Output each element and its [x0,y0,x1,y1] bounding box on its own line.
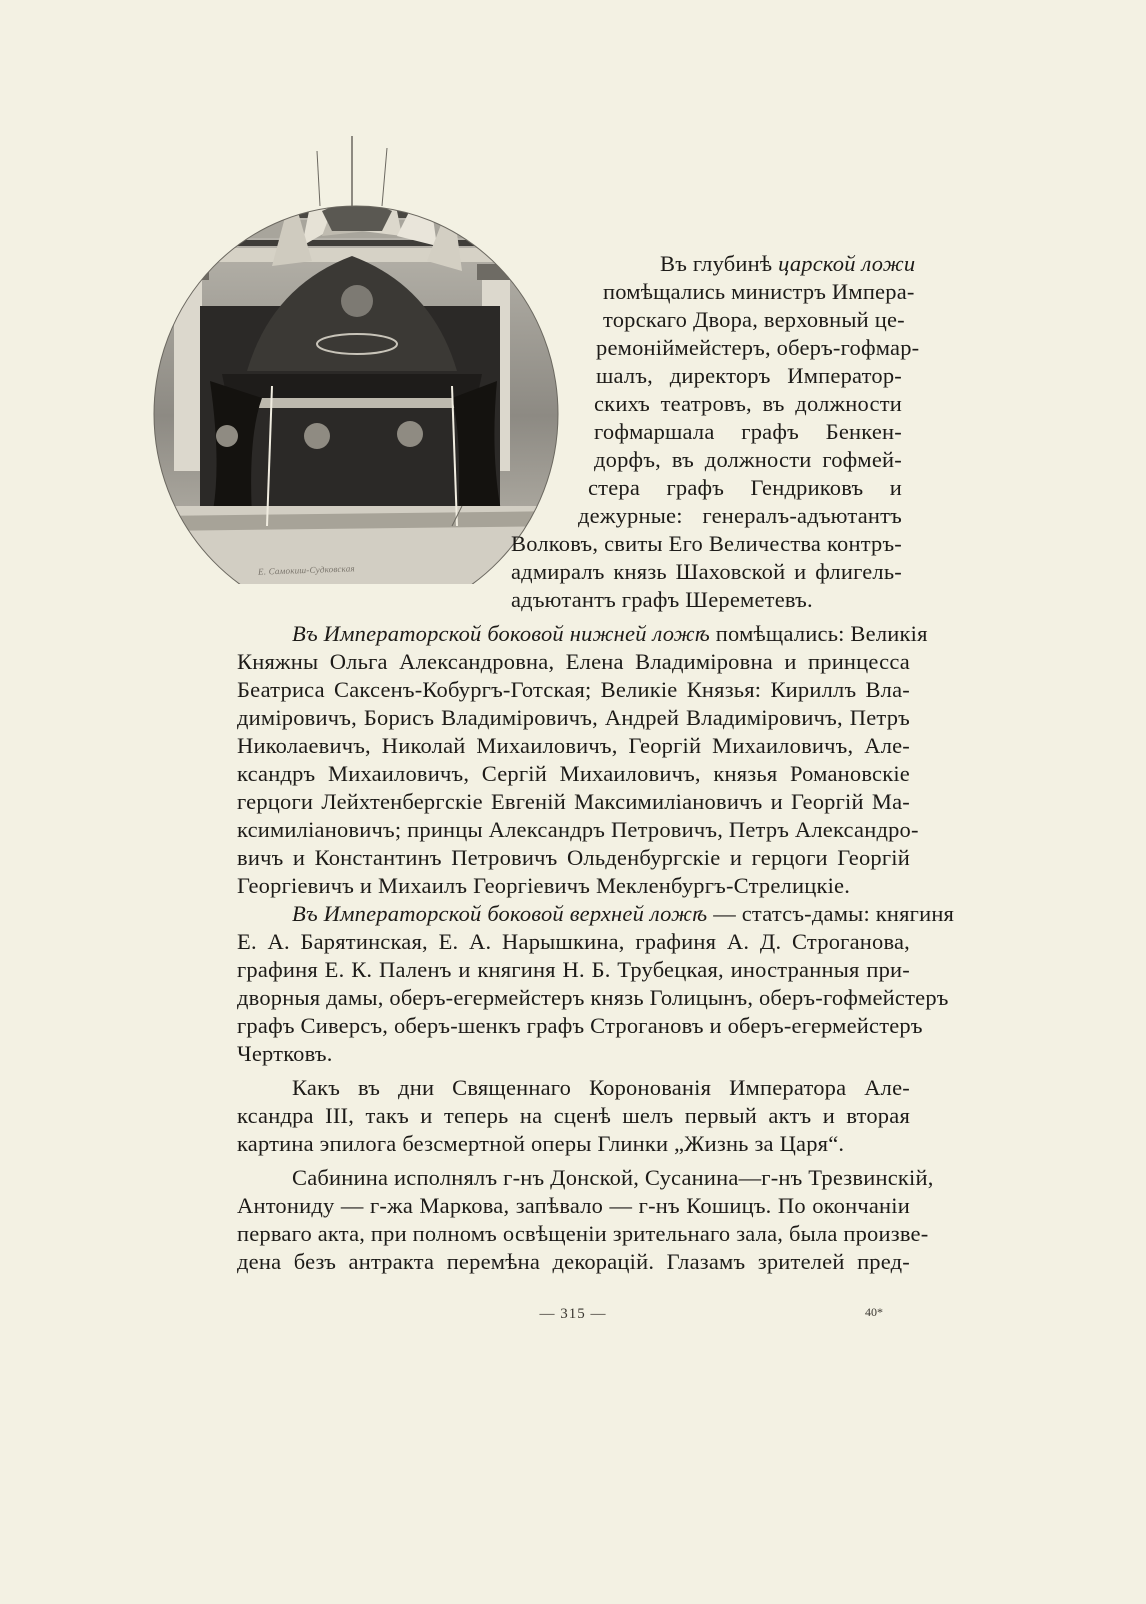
illustration-imperial-box [152,136,570,584]
text-line: гофмаршала графъ Бенкен- [594,419,902,444]
paragraph-2-line: Княжны Ольга Александровна, Елена Владиміровна и принцесса [237,649,910,674]
paragraph-2-line: ксимиліановичъ; принцы Александръ Петровичъ, Петръ Александро- [237,817,919,842]
paragraph-5-line: Сабинина исполнялъ г-нъ Донской, Сусанина—г-нъ Трезвинскій, [292,1165,934,1190]
paragraph-5-line: Антониду — г-жа Маркова, запѣвало — г-нъ Кошицъ. По окончаніи [237,1193,910,1218]
paragraph-4-line: ксандра III, такъ и теперь на сценѣ шелъ первый актъ и вторая [237,1103,910,1128]
text-line: скихъ театровъ, въ должности [594,391,902,416]
paragraph-2-line: ксандръ Михаиловичъ, Сергій Михаиловичъ, князья Романовскіе [237,761,910,786]
paragraph-2-line: Николаевичъ, Николай Михаиловичъ, Георгій Михаиловичъ, Але- [237,733,910,758]
text-line: дежурные: генералъ-адъютантъ [578,503,902,528]
text-line: ремоніймейстеръ, оберъ-гофмар- [596,335,920,360]
signature-mark: 40* [865,1305,883,1319]
paragraph-3-line: графиня Е. К. Паленъ и княгиня Н. Б. Трубецкая, иностранныя при- [237,957,910,982]
paragraph-2-line: герцоги Лейхтенбергскіе Евгеній Максимиліановичъ и Георгій Ма- [237,789,910,814]
paragraph-3-line: графъ Сиверсъ, оберъ-шенкъ графъ Строгановъ и оберъ-егермейстеръ [237,1013,923,1038]
paragraph-2-line: Въ Императорской боковой нижней ложѣ помѣщались: Великія [292,621,928,646]
text-line: Въ глубинѣ царской ложи [660,251,916,276]
paragraph-2-line: диміровичъ, Борисъ Владиміровичъ, Андрей Владиміровичъ, Петръ [237,705,910,730]
text-line: шалъ, директоръ Император- [596,363,902,388]
paragraph-2-line: вичъ и Константинъ Петровичъ Ольденбургскіе и герцоги Георгій [237,845,910,870]
paragraph-2-line: Георгіевичъ и Михаилъ Георгіевичъ Мекленбургъ-Стрелицкіе. [237,873,851,898]
paragraph-3-line: Чертковъ. [237,1041,333,1066]
text-line: стера графъ Гендриковъ и [588,475,902,500]
text-line: адъютантъ графъ Шереметевъ. [511,587,813,612]
text-line: дорфъ, въ должности гофмей- [594,447,902,472]
text-line: адмиралъ князь Шаховской и флигель- [511,559,902,584]
paragraph-2-line: Беатриса Саксенъ-Кобургъ-Готская; Великіе Князья: Кириллъ Вла- [237,677,910,702]
text-line: Волковъ, свиты Его Величества контръ- [511,531,902,556]
engraving-svg [152,136,570,584]
paragraph-3-line: Въ Императорской боковой верхней ложѣ — статсъ-дамы: княгиня [292,901,955,926]
paragraph-5-line: дена безъ антракта перемѣна декорацій. Глазамъ зрителей пред- [237,1249,910,1274]
page-number: — 315 — [539,1306,607,1322]
text-line: помѣщались министръ Импера- [603,279,915,304]
paragraph-4-line: картина эпилога безсмертной оперы Глинки „Жизнь за Царя“. [237,1131,845,1156]
paragraph-5-line: перваго акта, при полномъ освѣщеніи зрительнаго зала, была произве- [237,1221,929,1246]
artist-signature: Е. Самокиш-Судковская [257,563,356,577]
paragraph-3-line: Е. А. Барятинская, Е. А. Нарышкина, графиня А. Д. Строганова, [237,929,910,954]
paragraph-4-line: Какъ въ дни Священнаго Коронованія Императора Але- [292,1075,910,1100]
paragraph-3-line: дворныя дамы, оберъ-егермейстеръ князь Голицынъ, оберъ-гофмейстеръ [237,985,949,1010]
text-line: торскаго Двора, верховный це- [603,307,905,332]
